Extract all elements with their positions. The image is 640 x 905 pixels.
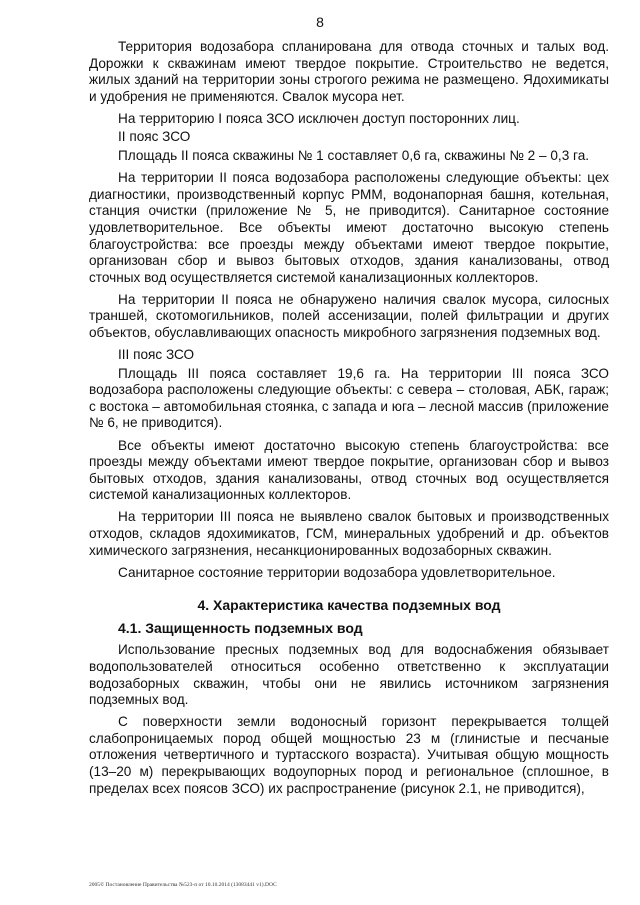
paragraph-sanitary-state: Санитарное состояние территории водозабора удовлетворительное.: [118, 564, 556, 580]
section-heading: 4. Характеристика качества подземных вод: [197, 597, 501, 614]
subsection-heading: 4.1. Защищенность подземных вод: [118, 620, 363, 637]
paragraph-zone3-title: III пояс ЗСО: [118, 347, 195, 363]
document-body: [89, 39, 609, 803]
paragraph-zone2-no-hazards: На территории II пояса не обнаружено наличия свалок мусора, силосных траншей, скотомогильников, полей ассенизации, полей фильтрации и других объектов, обуславливающих опасность микробного загрязнения подземных вод.: [89, 291, 609, 340]
document-footer: 2005© Постановление Правительства №523-п от 10.10.2014 (13083441 v1).DOC: [89, 882, 277, 888]
paragraph-zone1-access: На территорию I пояса ЗСО исключен доступ посторонних лиц.: [118, 110, 520, 126]
page-number: 8: [316, 14, 324, 30]
paragraph-aquifer-cover: С поверхности земли водоносный горизонт перекрывается толщей слабопроницаемых пород общей мощностью 23 м (глинистые и песчаные отложения четвертичного и туртасского возраста). Учитывая общую мощность (13–20 м) перекрывающих водоупорных пород и региональное (сплошное, в пределах всех поясов ЗСО) их распространение (рисунок 2.1, не приводится),: [89, 714, 609, 796]
paragraph-zone3-area: Площадь III пояса составляет 19,6 га. На территории III пояса ЗСО водозабора расположены следующие объекты: с севера – столовая, АБК, гараж; с востока – автомобильная стоянка, с запада и юга – лесной массив (приложение № 6, не приводится).: [89, 365, 609, 431]
paragraph-zone2-area: Площадь II пояса скважины № 1 составляет 0,6 га, скважины № 2 – 0,3 га.: [118, 148, 590, 164]
paragraph-zone3-improvement: Все объекты имеют достаточно высокую степень благоустройства: все проезды между объектами имеют твердое покрытие, организован сбор и вывоз бытовых отходов, здания канализованы, отвод сточных вод осуществляется системой канализационных коллекторов.: [89, 437, 609, 503]
paragraph-zone3-no-dumps: На территории III пояса не выявлено свалок бытовых и производственных отходов, складов ядохимикатов, ГСМ, минеральных удобрений и др. объектов химического загрязнения, несанкционированных водозаборных скважин.: [89, 509, 609, 558]
paragraph-zone2-title: II пояс ЗСО: [118, 129, 191, 145]
paragraph-zone2-objects: На территории II пояса водозабора расположены следующие объекты: цех диагностики, производственный корпус РММ, водонапорная башня, котельная, станция очистки (приложение № 5, не приводится). Санитарное состояние удовлетворительное. Все объекты имеют достаточно высокую степень благоустройства: все проезды между объектами имеют твердое покрытие, организован сбор и вывоз бытовых отходов, здания канализованы, отвод сточных вод осуществляется системой канализационных коллекторов.: [89, 170, 609, 285]
paragraph-territory-planning: Территория водозабора спланирована для отвода сточных и талых вод. Дорожки к скважинам имеют твердое покрытие. Строительство не ведется, жилых зданий на территории зоны строгого режима не размещено. Ядохимикаты и удобрения не применяются. Свалок мусора нет.: [89, 39, 609, 104]
paragraph-groundwater-use: Использование пресных подземных вод для водоснабжения обязывает водопользователей относиться особенно ответственно к эксплуатации водозаборных скважин, чтобы они не явились источником загрязнения подземных вод.: [89, 642, 609, 708]
